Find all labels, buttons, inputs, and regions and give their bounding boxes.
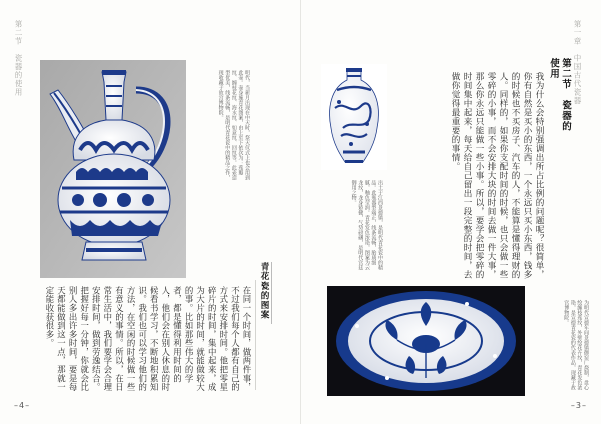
ewer-caption: 明代，当新月出现在中天时，祭天仪式上也会用到此壶。壶身施青花图案，由上至下依次为：莲瓣纹、缠枝花纹、海水纹、如意纹、回纹等。此壶造型优美，线条流畅，是明代青花瓷中的精品之作，现收藏于故宫博物院。 (217, 70, 250, 180)
right-page (300, 0, 601, 424)
lotus-plate-photo (327, 286, 525, 396)
left-body-text: 在同一个时间，做两件事，不过我们每个人都有自己的方式来安排时间。他把零星碎片的时间，集中起来，成为大片的时间，就能做较大的事。比如那些伟大的学者，都是懂得利用时间的人，他们会在别人休息的时候看书学习，不断地积累知识。我们也可以学习他们的方法，在空闲的时候做一些有意义的事情。所以，在日常生活中，我们要学会合理安排时间，做到劳逸结合。把握好每一分钟，你就会比别人多出许多时间，要是每天都能做到这一点，那就一定能收获很多。 (44, 286, 252, 392)
vase-illustration (321, 64, 387, 170)
left-folio: –4– (14, 401, 31, 410)
left-column-rule (255, 280, 256, 390)
plate-illustration (327, 286, 525, 396)
right-body-text: 我为什么会特别强调出所占比例的问题呢？很简单，你有自然是买小的东西，一个永远只买小东西，钱多的时候也不买房子、汽车的人，不能算是懂得理财的人。同样的，如果你支配时间的时候，也只会做一些零碎的小事，而不会安排大块的时间去做一件大事，那么你永远只能做一些小事。所以，要学会把零碎的时间集中起来，每天给自己留出一段完整的时间，去做你觉得最重要的事情。 (450, 72, 544, 279)
plate-caption: 为明代宣德年间景德镇御窑厂烧制，盘心绘缠枝莲纹，外壁绘花卉纹，青花发色浓艳，是宣德青花瓷的代表作品，现藏于故宫博物院。 (563, 300, 589, 390)
vase-caption: 出土于江西景德镇，是明代青花瓷中的精品。此瓶器型端正，线条流畅，胎质细腻，釉色莹润。青花发色浓艳，图案为云龙纹，龙身矫健，气势磅礴，是明代宫廷御用之物。 (350, 180, 383, 270)
left-running-head: 第二节 瓷器的使用 (14, 20, 23, 97)
right-folio: –3– (570, 401, 587, 410)
ewer-illustration (40, 60, 186, 278)
section-heading: 第二节 瓷器的使用 (548, 58, 571, 132)
dragon-vase-photo (321, 64, 387, 170)
blue-white-ewer-photo (40, 60, 186, 278)
left-page (0, 0, 300, 424)
subheading-blue-white-patterns: 青花瓷的图案 (258, 262, 272, 324)
right-running-head: 第一章 中国古代瓷器 (573, 20, 582, 105)
